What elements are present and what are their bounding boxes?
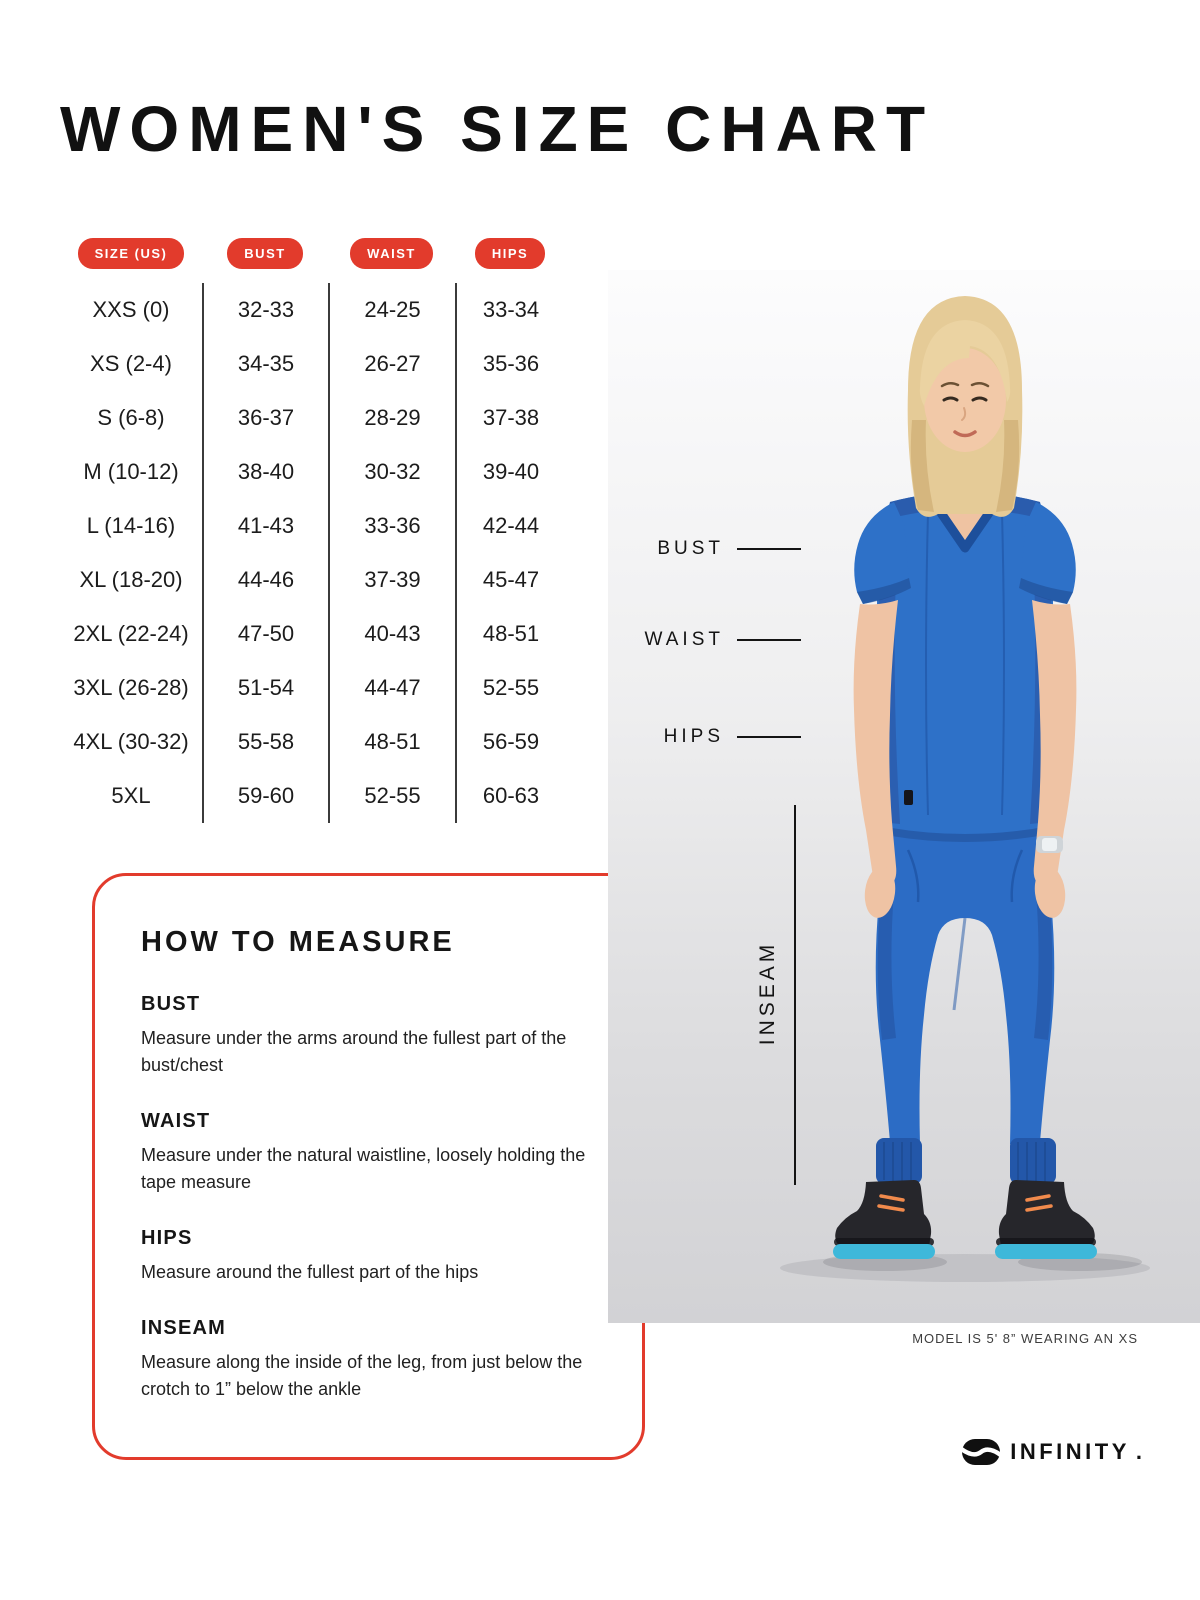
measure-item-label: HIPS [141,1227,193,1249]
how-to-measure-title: HOW TO MEASURE [141,926,455,958]
size-cell: XS (2-4) [90,351,172,376]
measure-item-label: WAIST [141,1110,211,1132]
size-cell: L (14-16) [86,513,176,538]
measure-item-text: Measure under the arms around the fullest part of the bust/chest [141,1028,567,1075]
bust-pointer [644,538,801,560]
brand-trademark-dot: . [1135,1439,1142,1464]
header-pill-size: SIZE (US) [78,238,185,269]
waist-cell: 40-43 [328,607,455,661]
waist-pointer-label: WAIST [644,629,724,650]
header-pill-waist: WAIST [350,238,433,269]
header-pill-hips: HIPS [475,238,545,269]
bust-cell: 36-37 [202,391,328,445]
bust-cell: 59-60 [202,769,328,823]
page-title: WOMEN'S SIZE CHART [60,93,935,165]
size-cell: 3XL (26-28) [73,675,189,700]
bust-cell: 38-40 [202,445,328,499]
hips-pointer-label: HIPS [663,726,724,747]
bust-cell: 44-46 [202,553,328,607]
measure-item-text: Measure along the inside of the leg, from just below the crotch to 1” below the ankle [141,1352,583,1399]
waist-cell: 48-51 [328,715,455,769]
hips-cell: 35-36 [455,337,565,391]
measure-item-text: Measure under the natural waistline, loosely holding the tape measure [141,1145,586,1192]
hips-cell: 42-44 [455,499,565,553]
bust-cell: 55-58 [202,715,328,769]
hips-cell: 52-55 [455,661,565,715]
model-caption: MODEL IS 5' 8” WEARING AN XS [912,1331,1138,1346]
waist-cell: 26-27 [328,337,455,391]
size-table [60,238,565,823]
waist-cell: 52-55 [328,769,455,823]
hips-pointer-line [737,736,801,738]
bust-cell: 34-35 [202,337,328,391]
waist-pointer [644,629,801,651]
hips-cell: 39-40 [455,445,565,499]
waist-cell: 28-29 [328,391,455,445]
bust-cell: 32-33 [202,283,328,337]
waist-cell: 30-32 [328,445,455,499]
measure-item-label: BUST [141,993,201,1015]
how-to-measure-box [92,873,645,1460]
size-table-header-row [60,238,565,269]
size-table-rows [60,283,565,823]
inseam-pointer-label: INSEAM [756,940,779,1046]
measure-item-label: INSEAM [141,1317,226,1339]
bust-pointer-label: BUST [657,538,724,559]
bust-cell: 51-54 [202,661,328,715]
hips-cell: 48-51 [455,607,565,661]
measure-item [141,1110,596,1196]
waist-cell: 44-47 [328,661,455,715]
how-to-measure-items [141,993,596,1403]
size-cell: S (6-8) [97,405,165,430]
bust-cell: 47-50 [202,607,328,661]
size-cell: 2XL (22-24) [73,621,189,646]
hips-cell: 33-34 [455,283,565,337]
size-cell: M (10-12) [83,459,179,484]
measure-item-text: Measure around the fullest part of the hips [141,1262,479,1282]
size-cell: 5XL [111,783,151,808]
infinity-logo-icon [961,1438,1001,1466]
size-cell: XL (18-20) [79,567,183,592]
hips-pointer [644,726,801,748]
bust-pointer-line [737,548,801,550]
waist-cell: 33-36 [328,499,455,553]
waist-pointer-line [737,639,801,641]
bust-cell: 41-43 [202,499,328,553]
hips-cell: 45-47 [455,553,565,607]
inseam-pointer-line [794,805,796,1185]
model-illustration [608,270,1200,1323]
header-pill-bust: BUST [227,238,302,269]
measure-item [141,1317,596,1403]
size-cell: 4XL (30-32) [73,729,189,754]
model-photo-panel [608,270,1200,1323]
hips-cell: 60-63 [455,769,565,823]
waist-cell: 37-39 [328,553,455,607]
size-cell: XXS (0) [92,297,170,322]
waist-cell: 24-25 [328,283,455,337]
brand-wordmark: INFINITY [1010,1439,1130,1464]
measure-item [141,993,596,1079]
hips-cell: 56-59 [455,715,565,769]
brand-logo [961,1438,1142,1466]
hips-cell: 37-38 [455,391,565,445]
measure-item [141,1227,596,1286]
